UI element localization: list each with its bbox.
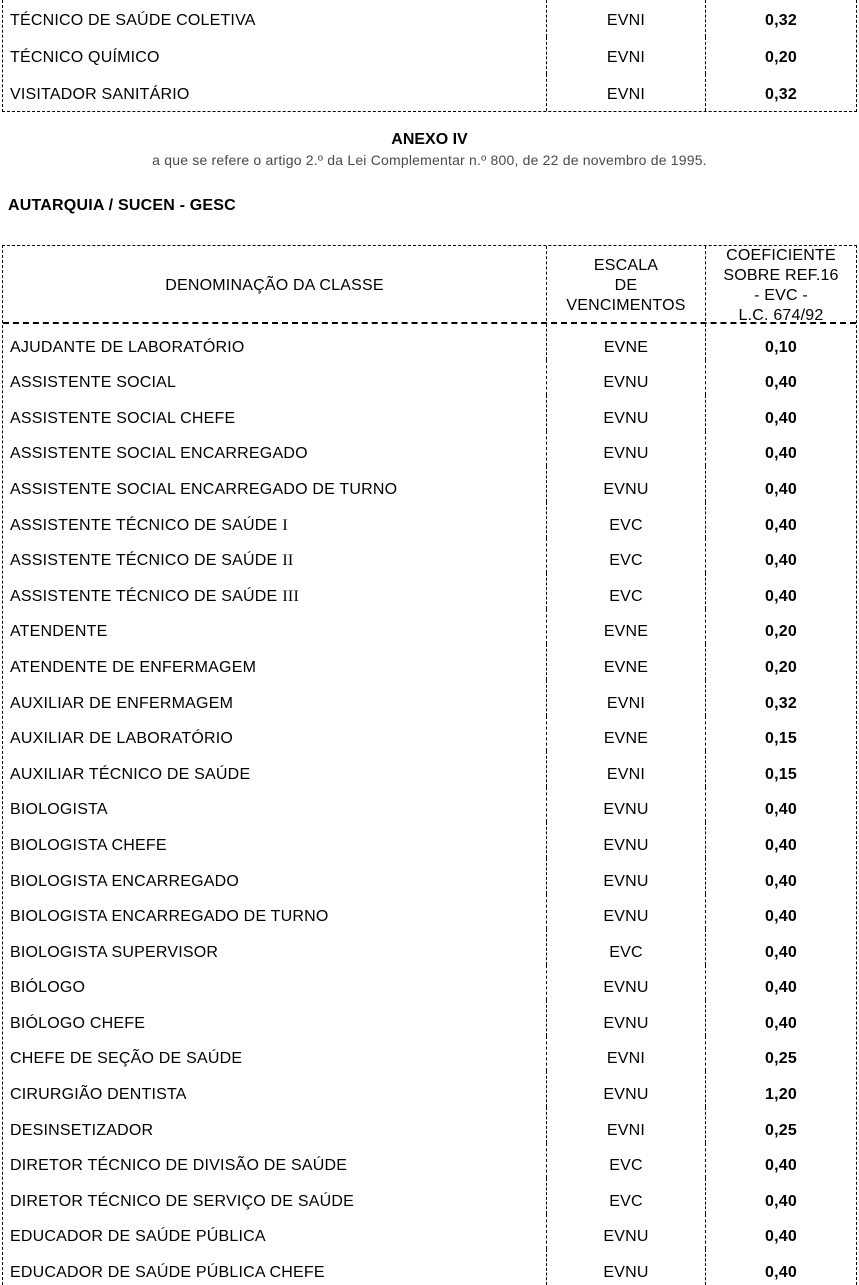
scale-cell: EVNU xyxy=(546,1214,705,1250)
previous-table-fragment xyxy=(2,0,857,112)
main-table-header-row xyxy=(3,246,856,324)
scale-cell: EVC xyxy=(546,929,705,965)
class-name-cell: ASSISTENTE SOCIAL CHEFE xyxy=(10,409,236,427)
scale-cell: EVNI xyxy=(546,37,705,74)
class-name-cell: BIOLOGISTA ENCARREGADO xyxy=(10,872,240,890)
coefficient-cell: 0,40 xyxy=(705,822,856,858)
class-name-cell: VISITADOR SANITÁRIO xyxy=(10,86,190,103)
class-name-cell: ATENDENTE DE ENFERMAGEM xyxy=(10,658,257,676)
header-coefficient-column xyxy=(705,246,856,326)
scale-cell: EVNI xyxy=(546,680,705,716)
header-class-column xyxy=(3,246,546,326)
coefficient-cell: 0,40 xyxy=(705,431,856,467)
coefficient-cell: 0,40 xyxy=(705,360,856,396)
coefficient-cell: 0,20 xyxy=(705,37,856,74)
class-name-cell: TÉCNICO QUÍMICO xyxy=(10,49,160,66)
coefficient-cell: 0,20 xyxy=(705,644,856,680)
class-name-cell: CIRURGIÃO DENTISTA xyxy=(10,1086,187,1104)
coefficient-cell: 0,40 xyxy=(705,466,856,502)
coefficient-cell: 1,20 xyxy=(705,1071,856,1107)
scale-cell: EVNI xyxy=(546,74,705,111)
coefficient-cell: 0,25 xyxy=(705,1036,856,1072)
header-coefficient-line: L.C. 674/92 xyxy=(738,307,824,324)
class-name-cell: TÉCNICO DE SAÚDE COLETIVA xyxy=(10,12,256,29)
annex-title: ANEXO IV xyxy=(391,131,468,148)
header-scale-line: ESCALA xyxy=(593,257,659,274)
coefficient-cell: 0,40 xyxy=(705,395,856,431)
roman-numeral: I xyxy=(282,516,288,534)
coefficient-cell: 0,20 xyxy=(705,609,856,645)
coefficient-cell: 0,32 xyxy=(705,74,856,111)
class-name-cell: BIOLOGISTA ENCARREGADO DE TURNO xyxy=(10,908,329,926)
scale-cell: EVNU xyxy=(546,1000,705,1036)
class-name-cell: BIOLOGISTA xyxy=(10,801,108,819)
roman-numeral: III xyxy=(282,587,299,605)
class-name-cell: ATENDENTE xyxy=(10,623,108,641)
scale-cell: EVNU xyxy=(546,858,705,894)
coefficient-cell: 0,40 xyxy=(705,929,856,965)
coefficient-cell: 0,40 xyxy=(705,787,856,823)
scale-cell: EVNI xyxy=(546,751,705,787)
scale-cell: EVNU xyxy=(546,787,705,823)
header-coefficient-line: - EVC - xyxy=(754,287,808,304)
coefficient-cell: 0,15 xyxy=(705,751,856,787)
class-name-cell: BIOLOGISTA SUPERVISOR xyxy=(10,943,219,961)
scale-cell: EVNU xyxy=(546,894,705,930)
class-name-cell: DIRETOR TÉCNICO DE SERVIÇO DE SAÚDE xyxy=(10,1192,354,1210)
class-name-cell: EDUCADOR DE SAÚDE PÚBLICA CHEFE xyxy=(10,1264,325,1282)
class-name-cell: ASSISTENTE TÉCNICO DE SAÚDE III xyxy=(10,587,299,605)
scale-cell: EVNU xyxy=(546,1249,705,1285)
class-name-cell: ASSISTENTE SOCIAL ENCARREGADO DE TURNO xyxy=(10,480,398,498)
scale-cell: EVC xyxy=(546,502,705,538)
coefficient-cell: 0,40 xyxy=(705,894,856,930)
coefficient-cell: 0,10 xyxy=(705,324,856,360)
coefficient-cell: 0,40 xyxy=(705,1143,856,1179)
class-name-cell: AJUDANTE DE LABORATÓRIO xyxy=(10,338,245,356)
scale-cell: EVNU xyxy=(546,1071,705,1107)
scale-cell: EVNU xyxy=(546,822,705,858)
class-name-cell: ASSISTENTE TÉCNICO DE SAÚDE II xyxy=(10,552,294,570)
header-scale-column xyxy=(546,246,705,326)
scale-cell: EVNU xyxy=(546,965,705,1001)
coefficient-cell: 0,40 xyxy=(705,1000,856,1036)
header-scale-line: DE xyxy=(614,277,638,294)
scale-cell: EVNE xyxy=(546,716,705,752)
coefficient-cell: 0,40 xyxy=(705,858,856,894)
class-name-cell: AUXILIAR DE LABORATÓRIO xyxy=(10,730,234,748)
class-name-cell: ASSISTENTE TÉCNICO DE SAÚDE I xyxy=(10,516,288,534)
header-scale-line: VENCIMENTOS xyxy=(566,297,686,314)
class-name-cell: DIRETOR TÉCNICO DE DIVISÃO DE SAÚDE xyxy=(10,1157,348,1175)
coefficient-cell: 0,40 xyxy=(705,502,856,538)
scale-cell: EVNU xyxy=(546,395,705,431)
coefficient-cell: 0,40 xyxy=(705,1249,856,1285)
class-name-cell: ASSISTENTE SOCIAL ENCARREGADO xyxy=(10,445,308,463)
scale-cell: EVNI xyxy=(546,1107,705,1143)
coefficient-cell: 0,32 xyxy=(705,680,856,716)
class-name-cell: CHEFE DE SEÇÃO DE SAÚDE xyxy=(10,1050,243,1068)
header-coefficient-line: COEFICIENTE xyxy=(726,247,836,264)
coefficient-cell: 0,25 xyxy=(705,1107,856,1143)
scale-cell: EVNU xyxy=(546,360,705,396)
scale-cell: EVNE xyxy=(546,644,705,680)
coefficient-cell: 0,40 xyxy=(705,965,856,1001)
scale-cell: EVNI xyxy=(546,0,705,37)
coefficient-cell: 0,40 xyxy=(705,1214,856,1250)
previous-table-body xyxy=(3,0,856,111)
class-name-cell: DESINSETIZADOR xyxy=(10,1121,154,1139)
class-name-cell: AUXILIAR TÉCNICO DE SAÚDE xyxy=(10,765,251,783)
scale-cell: EVC xyxy=(546,1178,705,1214)
roman-numeral: II xyxy=(282,552,294,570)
class-name-cell: AUXILIAR DE ENFERMAGEM xyxy=(10,694,234,712)
scale-cell: EVNI xyxy=(546,1036,705,1072)
scale-cell: EVC xyxy=(546,573,705,609)
class-name-cell: BIÓLOGO CHEFE xyxy=(10,1014,146,1032)
coefficient-cell: 0,15 xyxy=(705,716,856,752)
section-label: AUTARQUIA / SUCEN - GESC xyxy=(8,197,236,214)
header-coefficient-line: SOBRE REF.16 xyxy=(723,267,839,284)
annex-subtitle: a que se refere o artigo 2.º da Lei Complementar n.º 800, de 22 de novembro de 1995. xyxy=(152,152,707,168)
header-class-label: DENOMINAÇÃO DA CLASSE xyxy=(165,277,384,294)
coefficient-cell: 0,40 xyxy=(705,538,856,574)
class-name-cell: BIÓLOGO xyxy=(10,979,86,997)
coefficient-cell: 0,40 xyxy=(705,573,856,609)
class-name-cell: ASSISTENTE SOCIAL xyxy=(10,374,177,392)
class-name-cell: BIOLOGISTA CHEFE xyxy=(10,836,167,854)
scale-cell: EVC xyxy=(546,538,705,574)
scale-cell: EVC xyxy=(546,1143,705,1179)
main-class-table xyxy=(2,245,857,1285)
scale-cell: EVNU xyxy=(546,466,705,502)
scale-cell: EVNE xyxy=(546,609,705,645)
class-name-cell: EDUCADOR DE SAÚDE PÚBLICA xyxy=(10,1228,266,1246)
scale-cell: EVNU xyxy=(546,431,705,467)
main-table-body xyxy=(3,324,856,1285)
coefficient-cell: 0,32 xyxy=(705,0,856,37)
coefficient-cell: 0,40 xyxy=(705,1178,856,1214)
scale-cell: EVNE xyxy=(546,324,705,360)
